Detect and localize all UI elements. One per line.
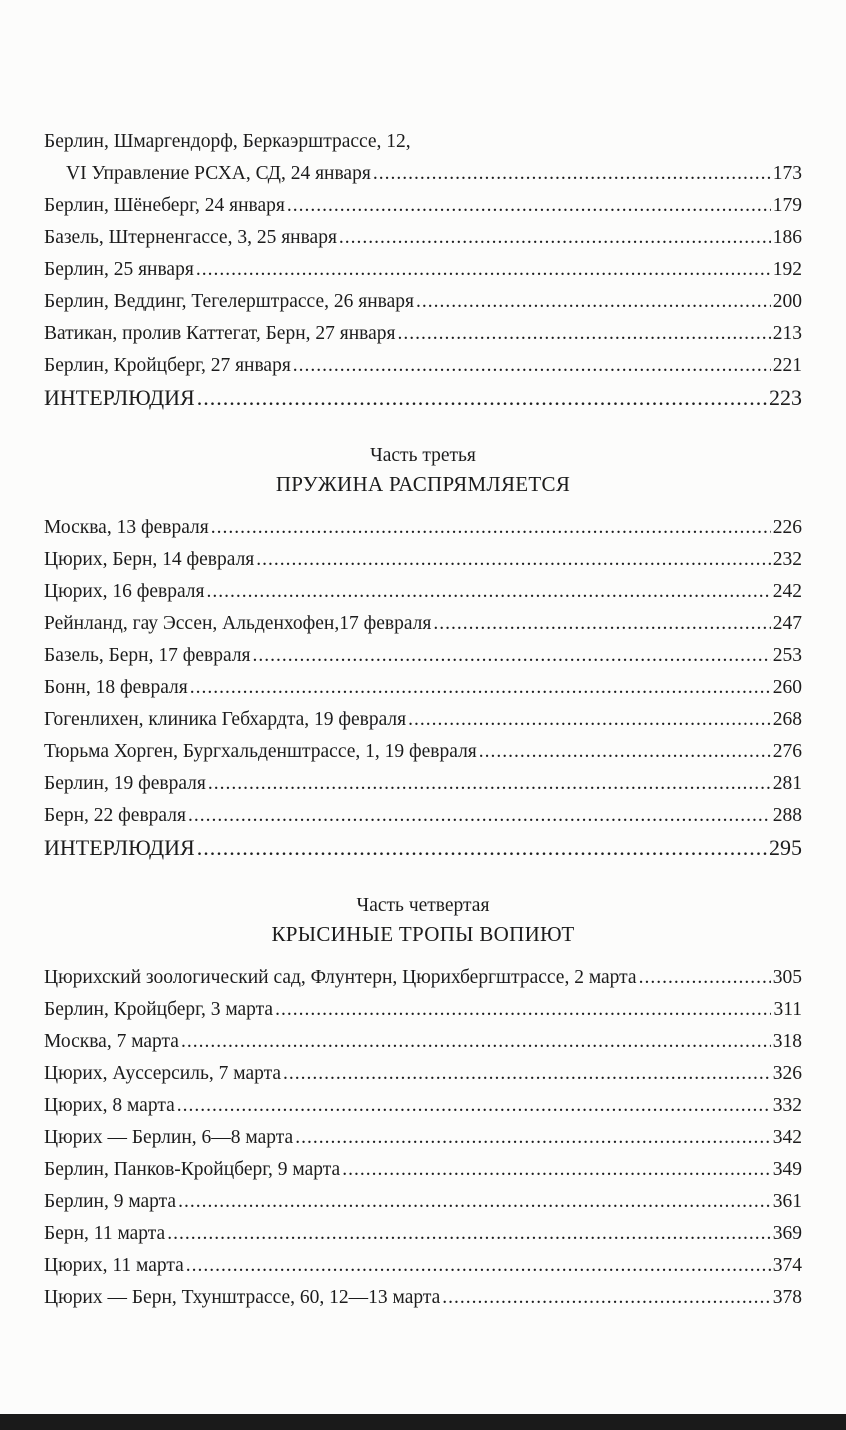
toc-entry [44,768,802,800]
toc-entry [44,318,802,350]
toc-entry-page: 332 [772,1095,802,1116]
toc-entry-page: 374 [772,1255,802,1276]
dot-leader [339,222,771,254]
toc-entry-title: Берн, 11 марта [44,1223,166,1244]
dot-leader [373,158,771,190]
toc-entry [44,1026,802,1058]
part-title: КРЫСИНЫЕ ТРОПЫ ВОПИЮТ [271,922,575,946]
toc-entry-page: 242 [772,581,802,602]
toc-entry-page: 361 [772,1191,802,1212]
toc-entry-title: Цюрих, 11 марта [44,1255,184,1276]
dot-leader [181,1026,771,1058]
toc-entry-title: Тюрьма Хорген, Бургхальденштрассе, 1, 19 февраля [44,741,477,762]
toc-entry-title: VI Управление РСХА, СД, 24 января [66,163,371,184]
dot-leader [167,1218,771,1250]
toc-entry [44,1090,802,1122]
toc-interlude [44,382,802,414]
toc-entry-title: Берлин, Шмаргендорф, Беркаэрштрассе, 12, [44,131,411,152]
dot-leader [293,350,771,382]
toc-entry [44,1218,802,1250]
toc-entry [44,736,802,768]
dot-leader [342,1154,771,1186]
toc-entry-title: Гогенлихен, клиника Гебхардта, 19 февраля [44,709,407,730]
dot-leader [253,640,771,672]
toc-entry-page: 305 [772,967,802,988]
toc-entry-page: 260 [772,677,802,698]
toc-entry [44,350,802,382]
toc-entry-title: ИНТЕРЛЮДИЯ [44,835,195,860]
dot-leader [639,962,771,994]
toc-entry [44,1122,802,1154]
toc-entry-title: Цюрихский зоологический сад, Флунтерн, Цюрихбергштрассе, 2 марта [44,967,637,988]
dot-leader [433,608,770,640]
dot-leader [196,254,771,286]
toc-entry-page: 268 [772,709,802,730]
toc-entry [44,1186,802,1218]
toc-entry [44,190,802,222]
part-title: ПРУЖИНА РАСПРЯМЛЯЕТСЯ [275,472,571,496]
toc-entry-page: 226 [772,517,802,538]
toc-entry [44,126,802,158]
toc-entry-title: Цюрих, Берн, 14 февраля [44,549,255,570]
toc-entry-title: Берлин, 19 февраля [44,773,206,794]
toc-entry-title: Москва, 7 марта [44,1031,179,1052]
toc-entry-page: 200 [772,291,802,312]
toc-interlude [44,832,802,864]
dot-leader [295,1122,771,1154]
toc-entry-title: Бонн, 18 февраля [44,677,188,698]
toc-entry [44,286,802,318]
toc-entry-page: 221 [772,355,802,376]
toc-entry-title: Берлин, Кройцберг, 3 марта [44,999,274,1020]
toc-entry [44,254,802,286]
dot-leader [408,704,771,736]
dot-leader [197,832,767,864]
dot-leader [177,1090,771,1122]
dot-leader [178,1186,771,1218]
toc-entry [44,994,802,1026]
toc-entry-page: 223 [769,385,802,410]
toc-entry-title: Базель, Штерненгассе, 3, 25 января [44,227,337,248]
dot-leader [287,190,771,222]
toc-entry [44,704,802,736]
toc-entry [44,544,802,576]
toc-entry [44,608,802,640]
toc-entry [44,962,802,994]
toc-entry-title: Цюрих, Ауссерсиль, 7 марта [44,1063,282,1084]
toc-entry-title: Берлин, Веддинг, Тегелерштрассе, 26 января [44,291,414,312]
toc-entry [44,800,802,832]
toc-entry [44,1058,802,1090]
toc-entry-page: 213 [772,323,802,344]
toc-entry-title: Берн, 22 февраля [44,805,186,826]
toc-entry-page: 318 [772,1031,802,1052]
dot-leader [208,768,771,800]
toc-entry-page: 288 [772,805,802,826]
dot-leader [207,576,771,608]
toc-entry [44,672,802,704]
page-edge [0,1414,846,1430]
dot-leader [442,1282,770,1314]
toc-entry-title: Цюрих, 16 февраля [44,581,205,602]
toc-entry-title: Цюрих — Берлин, 6—8 марта [44,1127,294,1148]
toc-entry-title: Цюрих, 8 марта [44,1095,175,1116]
toc-entry-title: Берлин, Панков-Кройцберг, 9 марта [44,1159,341,1180]
dot-leader [197,382,767,414]
dot-leader [416,286,771,318]
toc-entry-page: 253 [772,645,802,666]
toc-entry-page: 369 [772,1223,802,1244]
toc-entry-page: 326 [772,1063,802,1084]
toc-entry-page: 247 [772,613,802,634]
dot-leader [398,318,771,350]
toc-entry [44,1282,802,1314]
toc-entry-page: 342 [772,1127,802,1148]
toc-entry [44,640,802,672]
toc-entry-page: 349 [772,1159,802,1180]
dot-leader [186,1250,771,1282]
toc-entry-title: Базель, Берн, 17 февраля [44,645,251,666]
part-label: Часть третья [370,445,476,466]
dot-leader [190,672,771,704]
toc-entry [44,1154,802,1186]
toc-entry [44,576,802,608]
dot-leader [211,512,771,544]
dot-leader [275,994,771,1026]
toc-entry-title: ИНТЕРЛЮДИЯ [44,385,195,410]
toc-entry-page: 186 [772,227,802,248]
table-of-contents [44,126,802,1314]
toc-entry [44,222,802,254]
toc-entry-page: 173 [772,163,802,184]
toc-entry-title: Берлин, 9 марта [44,1191,177,1212]
toc-entry-page: 311 [773,999,802,1020]
toc-entry-title: Берлин, Шёнеберг, 24 января [44,195,285,216]
toc-entry-title: Рейнланд, гау Эссен, Альденхофен,17 февраля [44,613,432,634]
toc-entry [44,1250,802,1282]
toc-entry-page: 378 [772,1287,802,1308]
part-label: Часть четвертая [356,895,490,916]
toc-entry-page: 281 [772,773,802,794]
dot-leader [283,1058,771,1090]
toc-entry-title: Берлин, 25 января [44,259,194,280]
toc-entry-page: 179 [772,195,802,216]
toc-entry-page: 232 [772,549,802,570]
toc-entry-page: 295 [769,835,802,860]
dot-leader [479,736,771,768]
toc-entry-title: Ватикан, пролив Каттегат, Берн, 27 января [44,323,396,344]
dot-leader [256,544,770,576]
toc-entry-title: Цюрих — Берн, Тхунштрассе, 60, 12—13 марта [44,1287,441,1308]
toc-entry [44,158,802,190]
toc-entry-title: Берлин, Кройцберг, 27 января [44,355,291,376]
toc-entry-page: 192 [772,259,802,280]
dot-leader [188,800,771,832]
toc-entry-title: Москва, 13 февраля [44,517,209,538]
toc-entry [44,512,802,544]
toc-entry-page: 276 [772,741,802,762]
